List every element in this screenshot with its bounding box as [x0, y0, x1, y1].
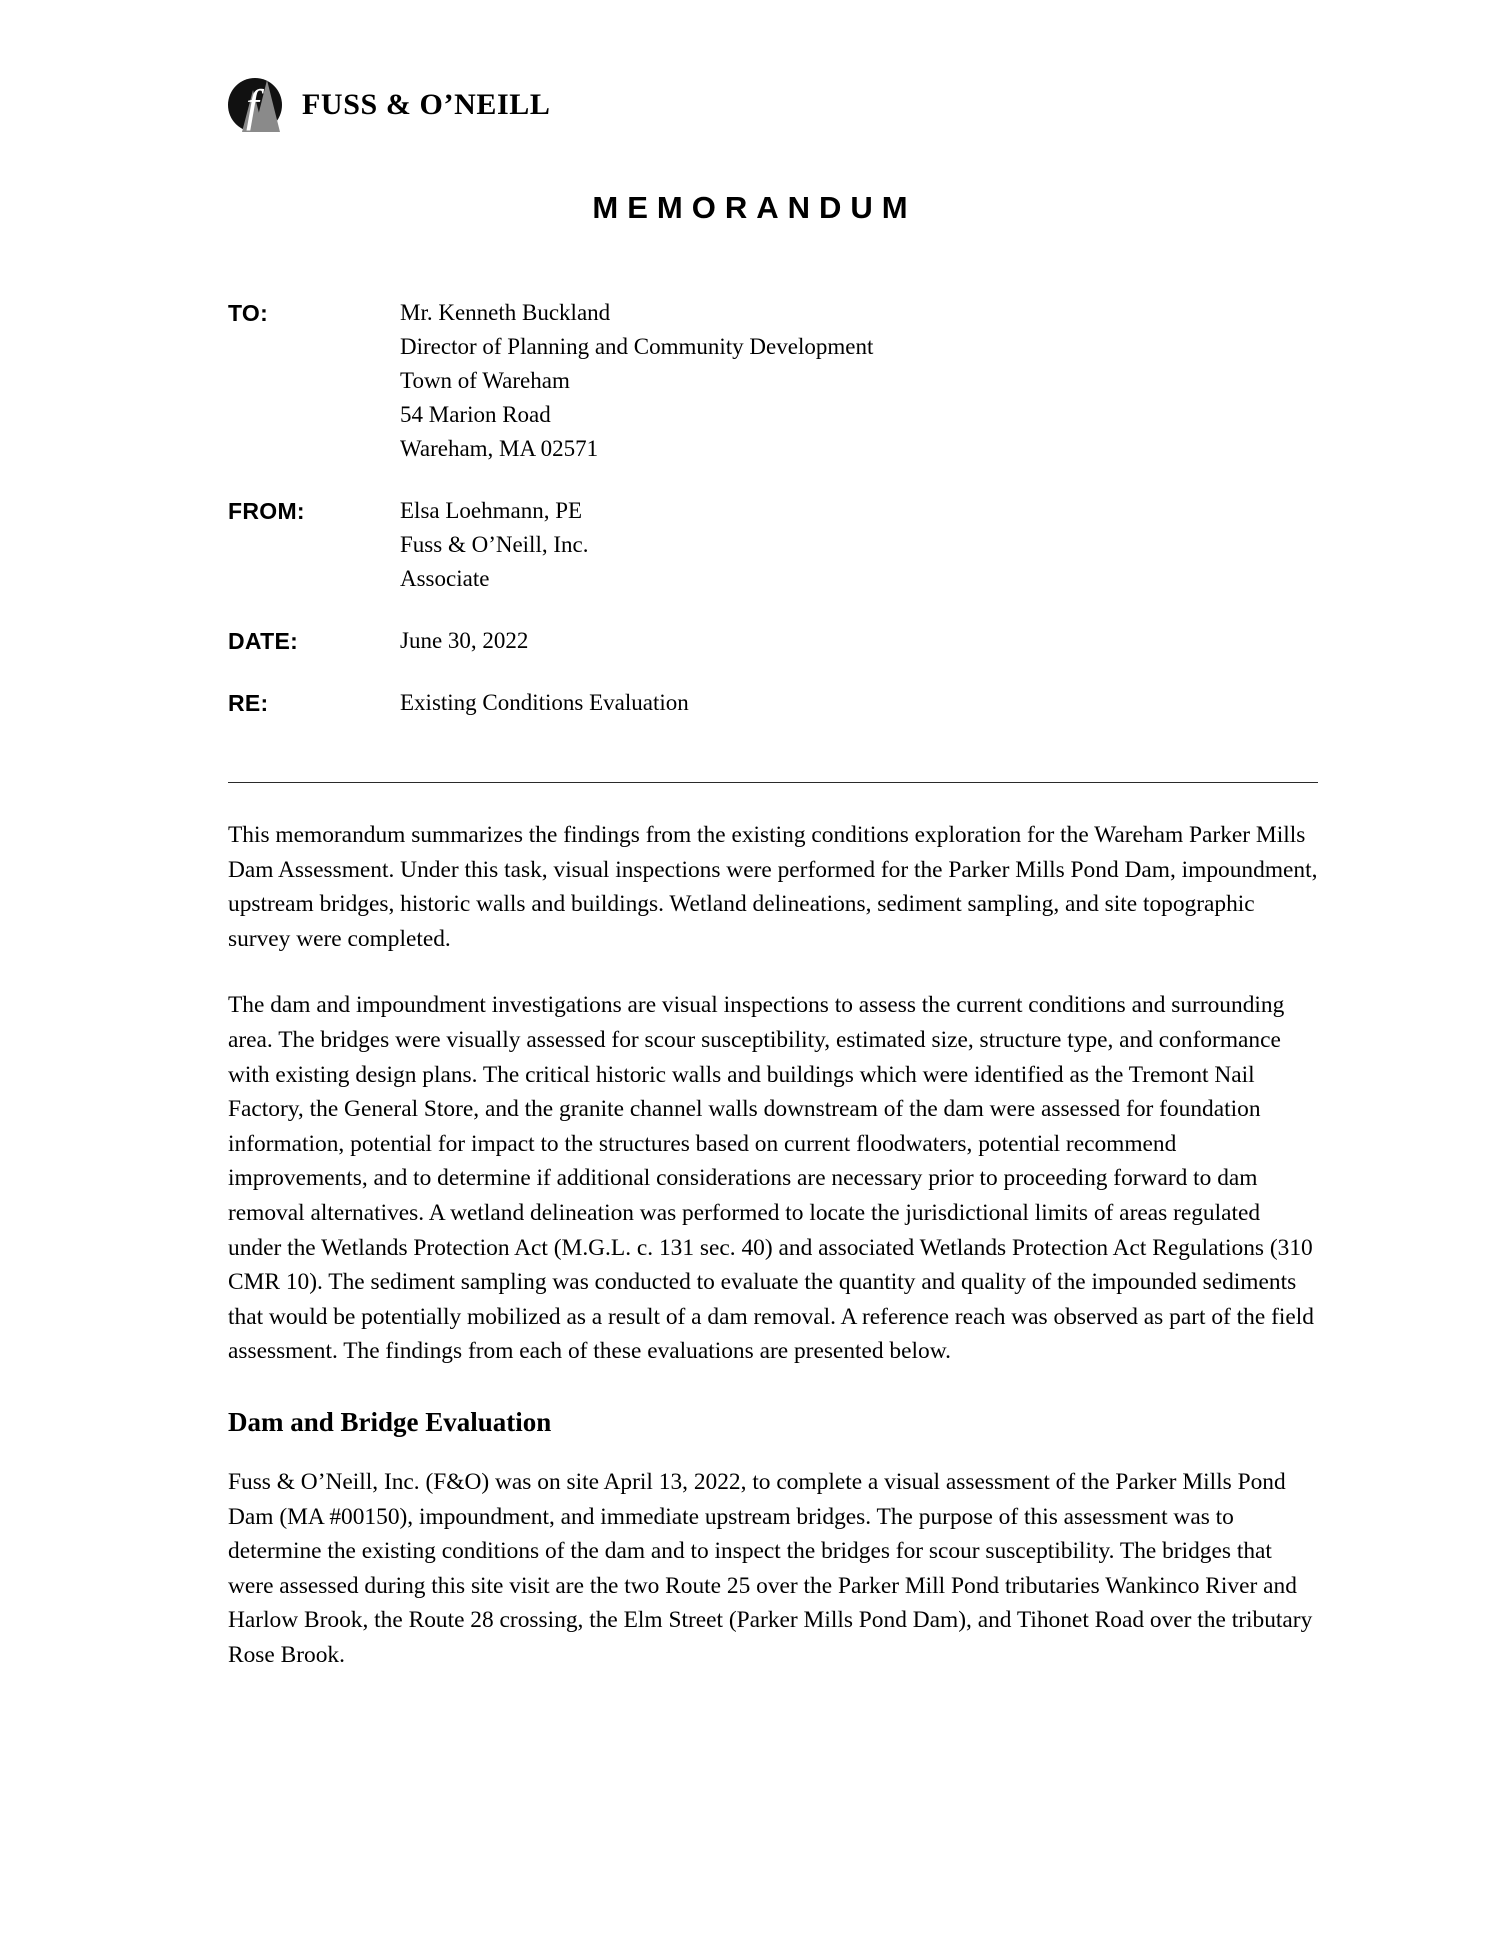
field-label-re: RE: — [228, 690, 269, 716]
to-line-1: Mr. Kenneth Buckland — [400, 300, 611, 325]
section-heading-dam-and-bridge-evaluation: Dam and Bridge Evaluation — [228, 1406, 552, 1437]
to-line-5: Wareham, MA 02571 — [400, 436, 599, 461]
field-value-date — [400, 624, 1318, 658]
paragraph-2: The dam and impoundment investigations are visual inspections to assess the current conditions and surrounding area. The bridges were visually assessed for scour susceptibility, estimated size, structure type, and conformance with existing design plans. The critical historic walls and buildings which were identified as the Tremont Nail Factory, the General Store, and the granite channel walls downstream of the dam were assessed for foundation information, potential for impact to the structures based on current floodwaters, potential recommend improvements, and to determine if additional considerations are necessary prior to proceeding forward to dam removal alternatives. A wetland delineation was performed to locate the jurisdictional limits of areas regulated under the Wetlands Protection Act (M.G.L. c. 131 sec. 40) and associated Wetlands Protection Act Regulations (310 CMR 10). The sediment sampling was conducted to evaluate the quantity and quality of the impounded sediments that would be potentially mobilized as a result of a dam removal. A reference reach was observed as part of the field assessment. The findings from each of these evaluations are presented below. — [228, 992, 1314, 1365]
re-line-1: Existing Conditions Evaluation — [400, 690, 689, 715]
company-name: FUSS & O’NEILL — [302, 88, 551, 121]
field-row-from — [228, 494, 1318, 596]
memo-header-fields — [228, 296, 1318, 720]
to-line-4: 54 Marion Road — [400, 402, 551, 427]
memo-body — [228, 818, 1318, 1704]
from-line-1: Elsa Loehmann, PE — [400, 498, 583, 523]
field-label-date: DATE: — [228, 628, 299, 654]
field-value-re — [400, 686, 1318, 720]
from-line-2: Fuss & O’Neill, Inc. — [400, 532, 589, 557]
logo-clip — [228, 76, 286, 134]
date-line-1: June 30, 2022 — [400, 628, 529, 653]
field-value-from — [400, 494, 1318, 596]
from-line-3: Associate — [400, 566, 490, 591]
field-row-date — [228, 624, 1318, 658]
to-line-3: Town of Wareham — [400, 368, 570, 393]
letterhead — [228, 72, 550, 138]
header-divider — [228, 782, 1318, 783]
paragraph-3: Fuss & O’Neill, Inc. (F&O) was on site April 13, 2022, to complete a visual assessment of the Parker Mills Pond Dam (MA #00150), impoundment, and immediate upstream bridges. The purpose of this assessment was to determine the existing conditions of the dam and to inspect the bridges for scour susceptibility. The bridges that were assessed during this site visit are the two Route 25 over the Parker Mill Pond tributaries Wankinco River and Harlow Brook, the Route 28 crossing, the Elm Street (Parker Mills Pond Dam), and Tihonet Road over the tributary Rose Brook. — [228, 1468, 1313, 1668]
field-value-to — [400, 296, 1318, 466]
logo-letter-f: f — [246, 80, 259, 131]
to-line-2: Director of Planning and Community Development — [400, 334, 874, 359]
page-title: MEMORANDUM — [592, 190, 917, 225]
field-label-from: FROM: — [228, 498, 305, 524]
fuss-oneill-logo-icon — [228, 76, 286, 134]
paragraph-1: This memorandum summarizes the findings from the existing conditions exploration for the Wareham Parker Mills Dam Assessment. Under this task, visual inspections were performed for the Parker Mills Pond Dam, impoundment, upstream bridges, historic walls and buildings. Wetland delineations, sediment sampling, and site topographic survey were completed. — [228, 822, 1318, 952]
field-row-to — [228, 296, 1318, 466]
field-row-re — [228, 686, 1318, 720]
field-label-to: TO: — [228, 300, 269, 326]
